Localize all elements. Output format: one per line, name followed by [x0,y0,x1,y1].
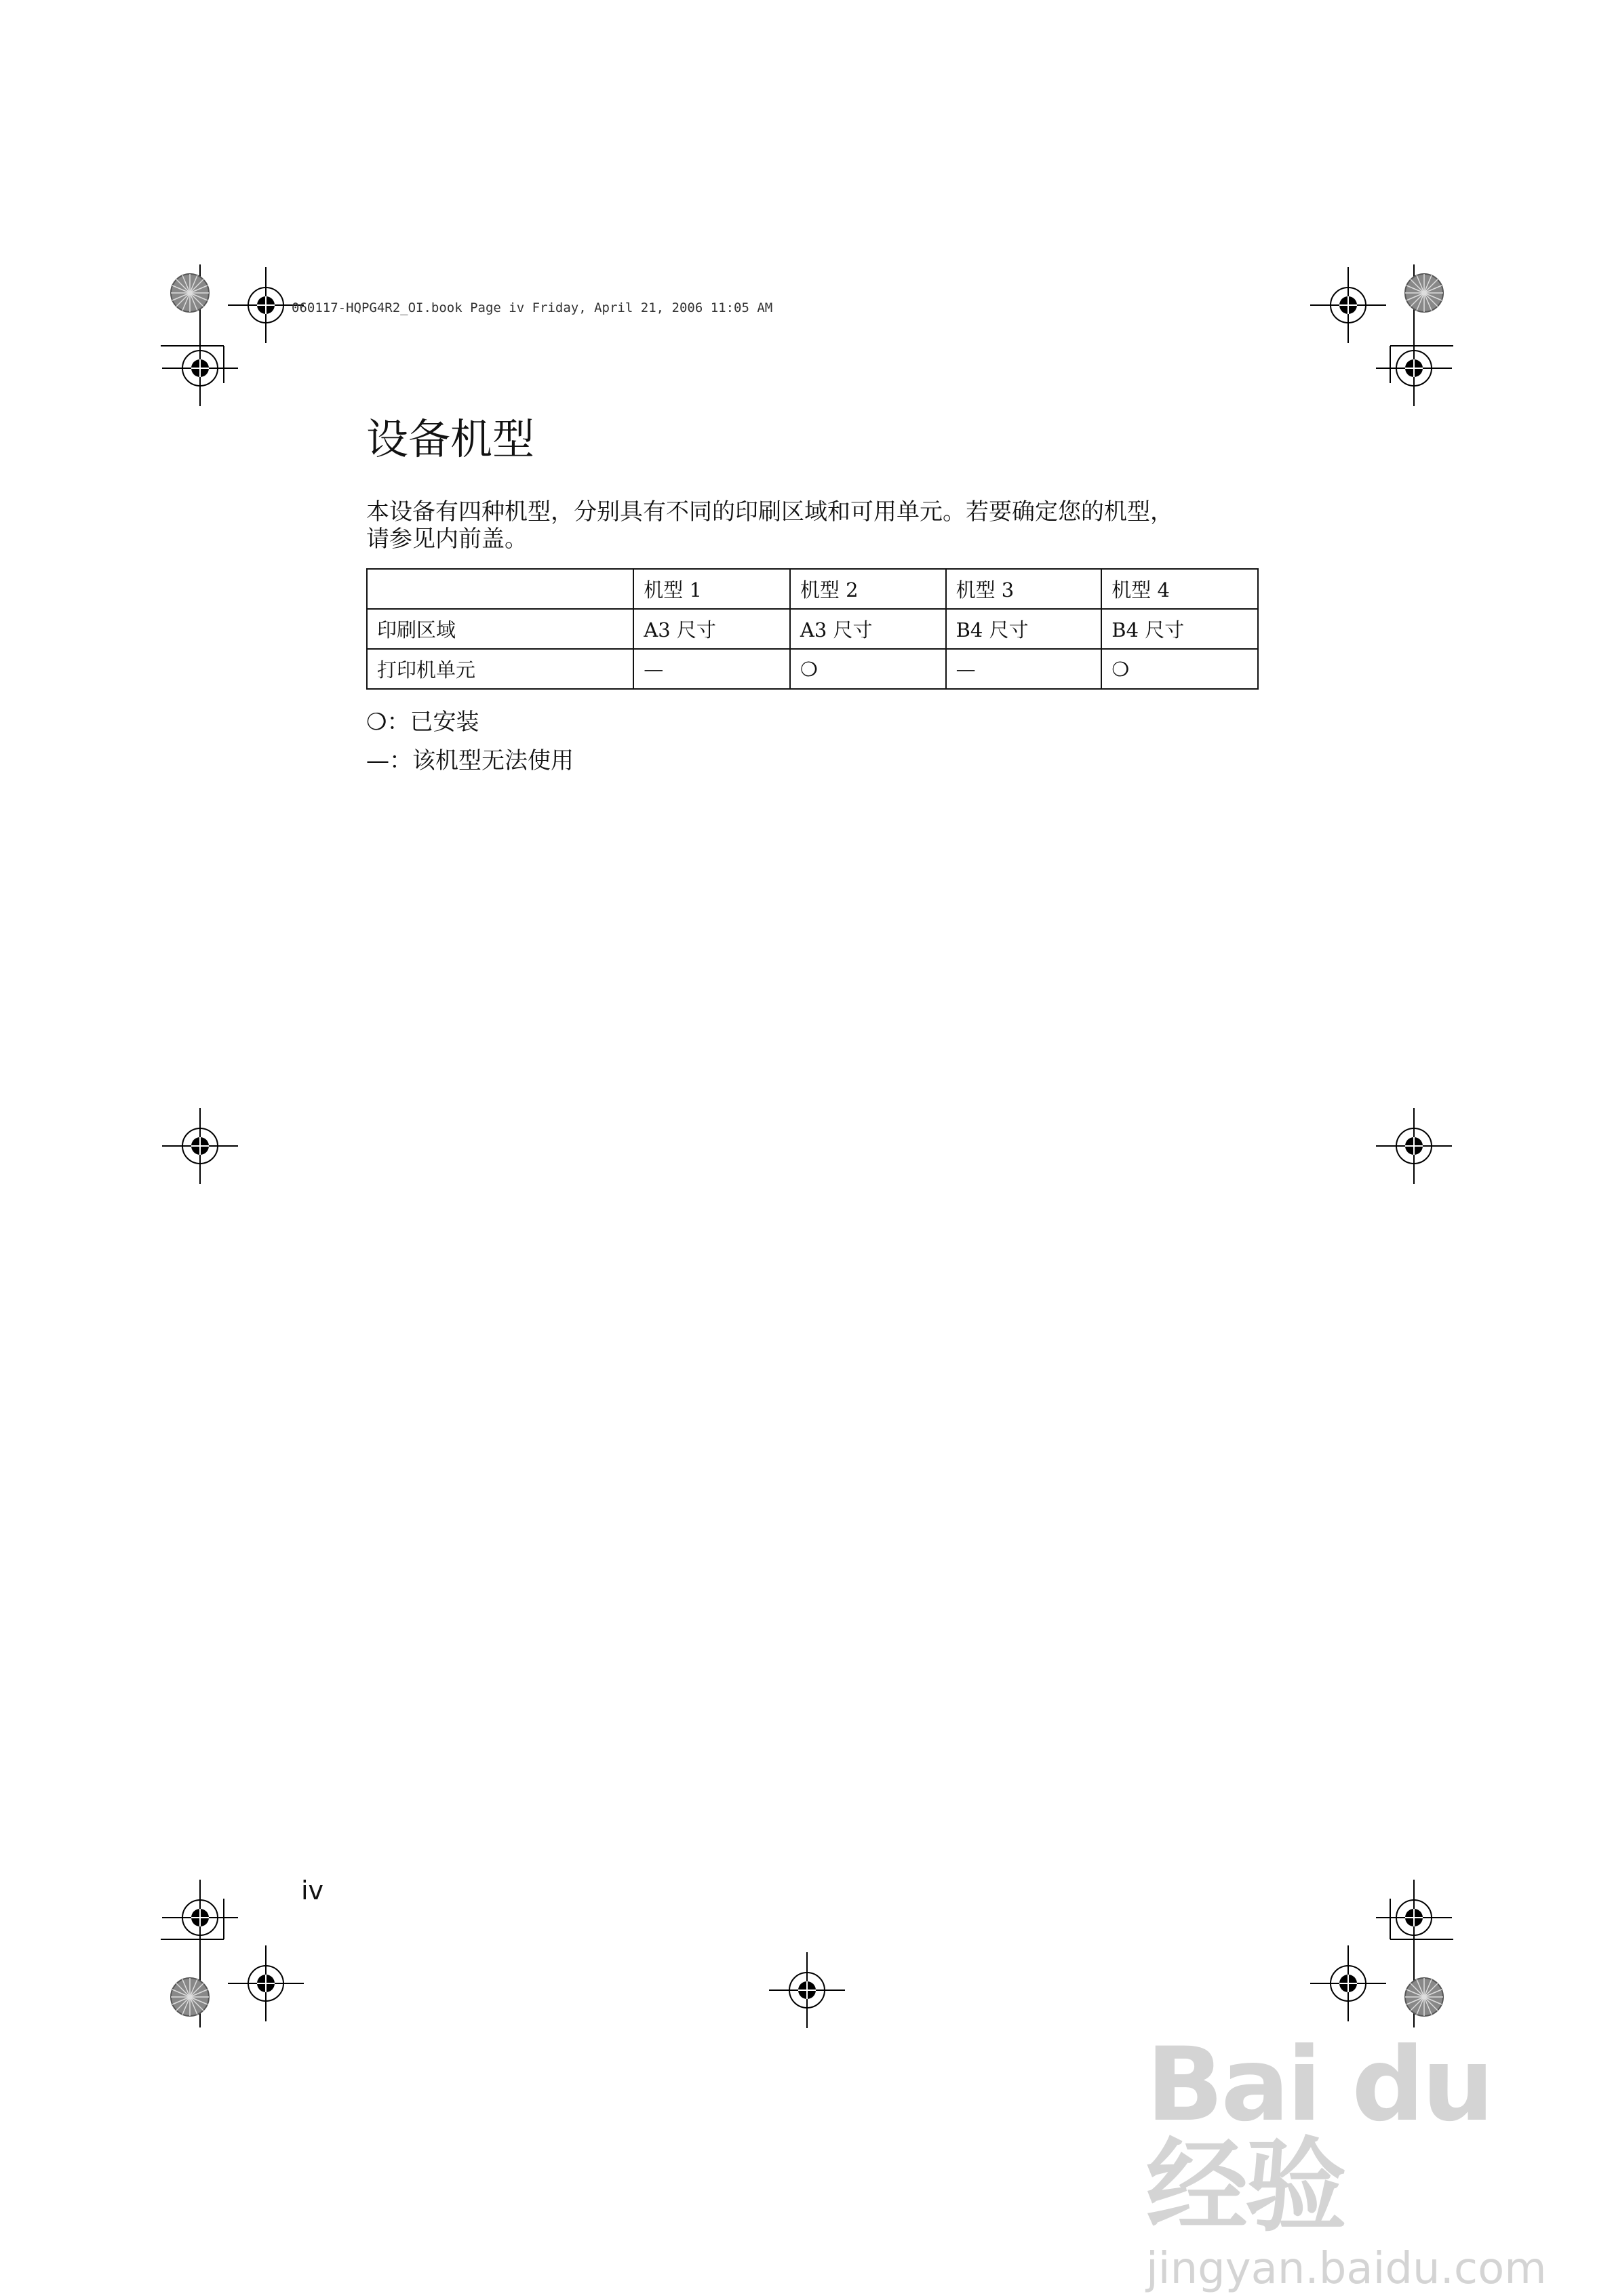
table-header-cell [367,569,633,609]
legend-installed [366,703,479,736]
table-header-cell: 机型 2 [790,569,946,609]
intro-line-2: 请参见内前盖。 [366,526,528,553]
table-row [367,609,1258,649]
legend-text: 已安装 [410,709,479,736]
legend-symbol: — [366,747,389,774]
watermark-brand: Bai du 经验 [1146,2026,1492,2246]
table-cell: ❍ [1101,649,1258,689]
table-cell: B4 尺寸 [1101,609,1258,649]
intro-line-1: 本设备有四种机型，分别具有不同的印刷区域和可用单元。若要确定您的机型， [366,498,1173,526]
table-row [367,649,1258,689]
table-cell: B4 尺寸 [946,609,1102,649]
page-number: iv [301,1876,324,1905]
legend-text: 该机型无法使用 [412,747,574,774]
legend-separator: ： [389,747,412,774]
table-cell: A3 尺寸 [790,609,946,649]
table-header-cell: 机型 3 [946,569,1102,609]
model-comparison-table [366,568,1259,690]
intro-paragraph [366,498,1261,553]
table-header-cell: 机型 1 [633,569,790,609]
table-cell: 印刷区域 [367,609,633,649]
table-cell: A3 尺寸 [633,609,790,649]
table-cell: ❍ [790,649,946,689]
table-header-cell: 机型 4 [1101,569,1258,609]
table-header-row [367,569,1258,609]
book-header-info: 060117-HQPG4R2_OI.book Page iv Friday, April 21, 2006 11:05 AM [292,300,773,315]
legend-symbol: ❍ [366,709,387,736]
legend-unavailable [366,742,574,775]
table-cell: — [946,649,1102,689]
table-cell: 打印机单元 [367,649,633,689]
baidu-jingyan-watermark [1146,2026,1614,2296]
watermark-url: jingyan.baidu.com [1146,2244,1547,2294]
table-cell: — [633,649,790,689]
page-title: 设备机型 [366,414,535,464]
legend-separator: ： [387,709,410,736]
